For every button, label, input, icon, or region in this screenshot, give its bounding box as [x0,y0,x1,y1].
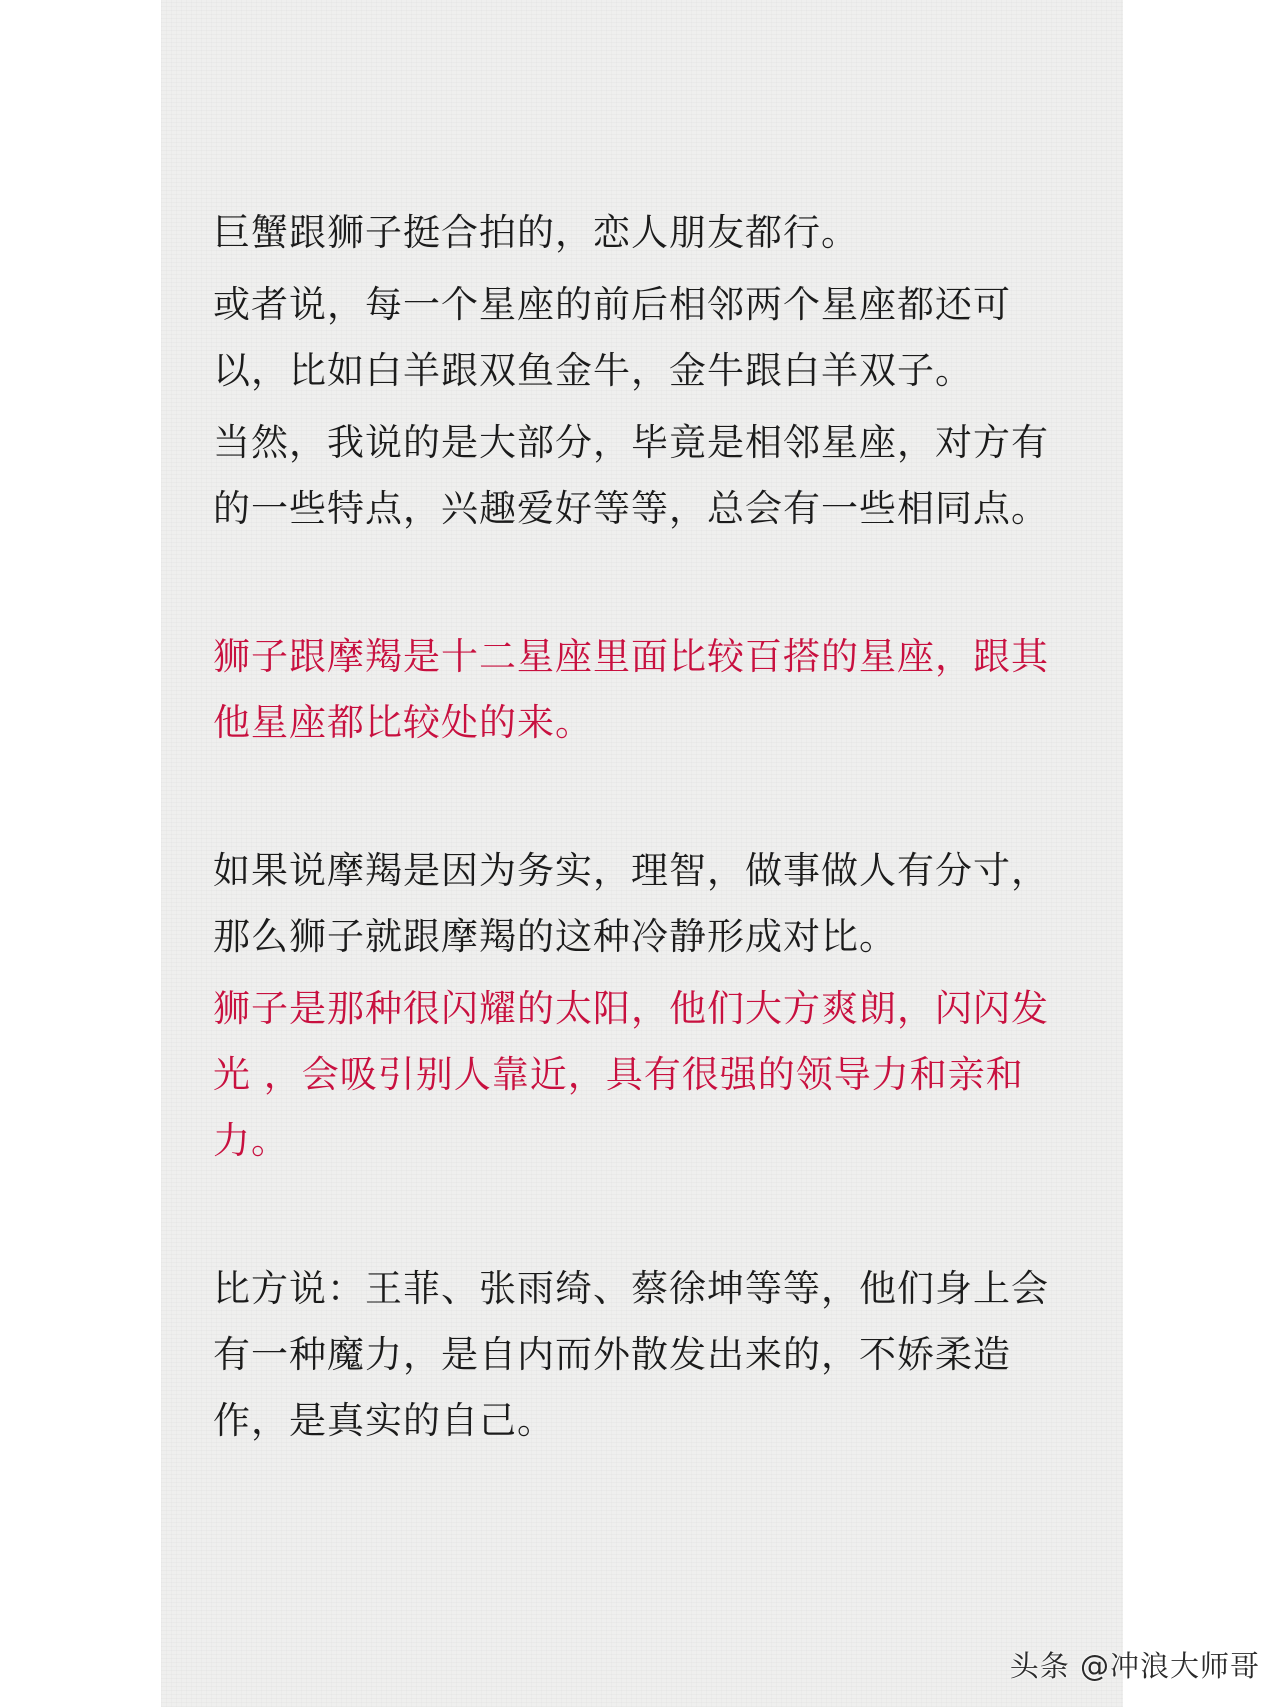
highlight-paragraph-1: 狮子跟摩羯是十二星座里面比较百搭的星座，跟其他星座都比较处的来。 [213,635,1049,744]
paragraph-1: 巨蟹跟狮子挺合拍的，恋人朋友都行。 [213,211,859,254]
paragraph-3: 当然，我说的是大部分，毕竟是相邻星座，对方有的一些特点，兴趣爱好等等，总会有一些相同点。 [213,421,1049,530]
paragraph-4: 如果说摩羯是因为务实，理智，做事做人有分寸，那么狮子就跟摩羯的这种冷静形成对比。 [213,849,1049,958]
paragraph-2: 或者说，每一个星座的前后相邻两个星座都还可以，比如白羊跟双鱼金牛，金牛跟白羊双子。 [213,283,1011,392]
spacer [213,756,1083,838]
article-body [213,200,1083,1454]
paragraph-5: 比方说：王菲、张雨绮、蔡徐坤等等，他们身上会有一种魔力，是自内而外散发出来的，不娇柔造作，是真实的自己。 [213,1267,1049,1442]
spacer [213,542,1083,624]
spacer [213,1174,1083,1256]
source-watermark: 头条 @冲浪大师哥 [1009,1649,1260,1683]
highlight-paragraph-2: 狮子是那种很闪耀的太阳，他们大方爽朗，闪闪发光 ，会吸引别人靠近，具有很强的领导力和亲和力。 [213,987,1049,1162]
